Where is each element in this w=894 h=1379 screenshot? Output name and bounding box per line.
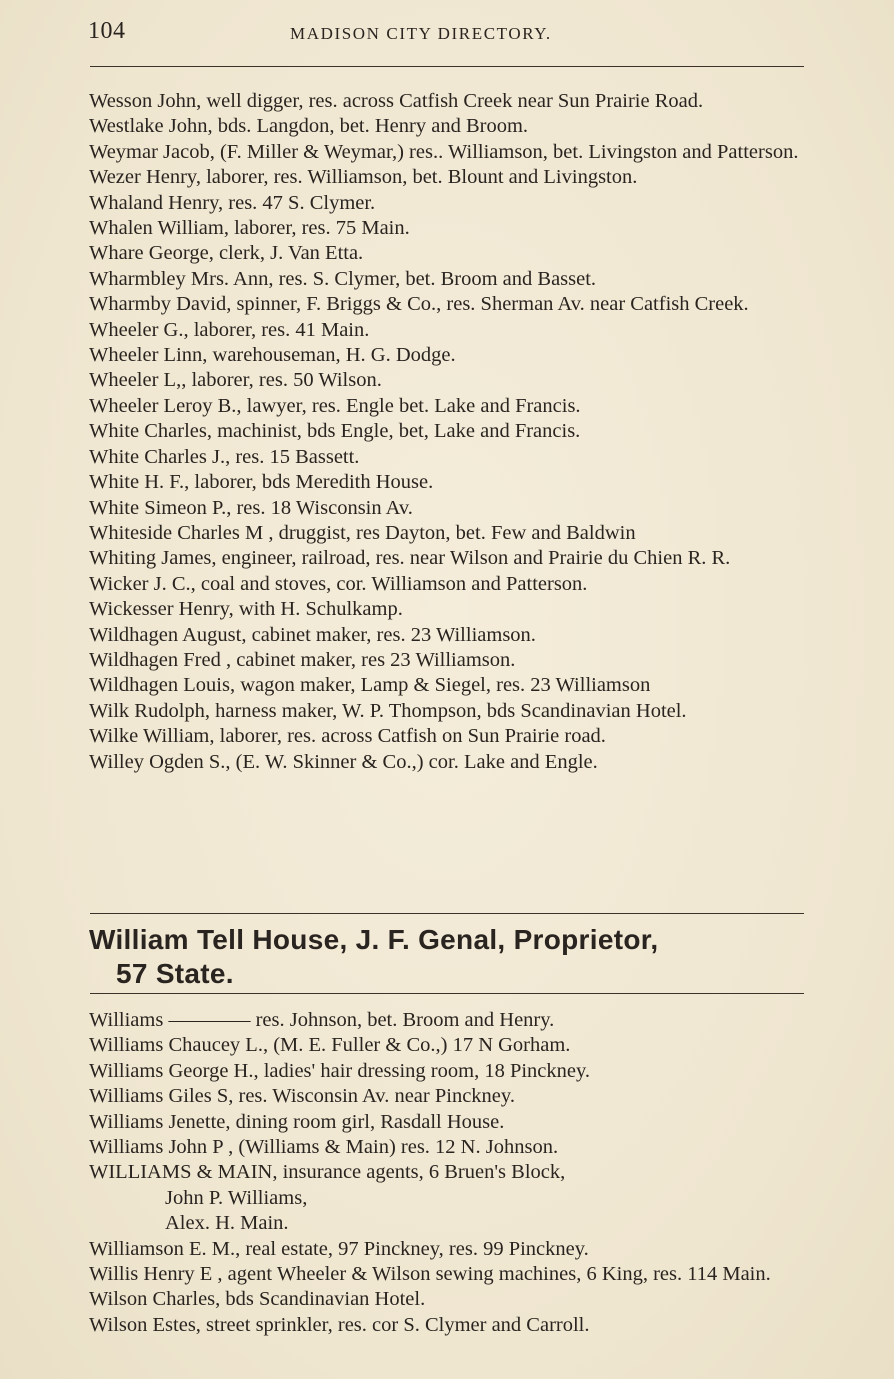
advertisement-line-2: 57 State. [116, 958, 234, 989]
page-number: 104 [88, 18, 126, 44]
directory-entry: Wezer Henry, laborer, res. Williamson, bet. Blount and Livingston. [89, 166, 638, 189]
advertisement-top-rule [90, 913, 804, 914]
directory-entry: Wheeler Leroy B., lawyer, res. Engle bet. Lake and Francis. [89, 394, 581, 417]
directory-entry: Wickesser Henry, with H. Schulkamp. [89, 598, 403, 621]
directory-entry: Wheeler G., laborer, res. 41 Main. [89, 318, 370, 341]
directory-entry: Wheeler L,, laborer, res. 50 Wilson. [89, 369, 382, 392]
directory-entry: Wicker J. C., coal and stoves, cor. Williamson and Patterson. [89, 572, 588, 595]
directory-entry: White Charles, machinist, bds Engle, bet, Lake and Francis. [89, 420, 581, 443]
directory-entry: Williams Giles S, res. Wisconsin Av. near Pinckney. [89, 1085, 515, 1108]
header-rule [90, 66, 804, 67]
directory-entry: Wharmby David, spinner, F. Briggs & Co., res. Sherman Av. near Catfish Creek. [89, 293, 749, 316]
directory-entries-after [89, 1008, 805, 1338]
directory-entry: Weymar Jacob, (F. Miller & Weymar,) res.. Williamson, bet. Livingston and Patterson. [89, 140, 799, 163]
partner-name: Alex. H. Main. [165, 1212, 289, 1235]
directory-entry: Wheeler Linn, warehouseman, H. G. Dodge. [89, 344, 456, 367]
directory-entry: WILLIAMS & MAIN, insurance agents, 6 Bruen's Block, [89, 1161, 566, 1184]
directory-entry: Williams George H., ladies' hair dressing room, 18 Pinckney. [89, 1059, 591, 1082]
directory-entry: Whaland Henry, res. 47 S. Clymer. [89, 191, 376, 214]
page-header [88, 18, 804, 52]
directory-entry: Willey Ogden S., (E. W. Skinner & Co.,) cor. Lake and Engle. [89, 750, 598, 773]
partner-name: John P. Williams, [165, 1186, 308, 1209]
directory-entry: Williams Chaucey L., (M. E. Fuller & Co.,) 17 N Gorham. [89, 1034, 571, 1057]
directory-entry: Wildhagen Fred , cabinet maker, res 23 Williamson. [89, 648, 516, 671]
directory-entry: Williams John P , (Williams & Main) res. 12 N. Johnson. [89, 1136, 559, 1159]
directory-entry: White Simeon P., res. 18 Wisconsin Av. [89, 496, 413, 519]
directory-entry: Williamson E. M., real estate, 97 Pinckney, res. 99 Pinckney. [89, 1237, 589, 1260]
directory-entry: Williams Jenette, dining room girl, Rasdall House. [89, 1110, 505, 1133]
directory-entry: Whare George, clerk, J. Van Etta. [89, 242, 364, 265]
directory-entries-before [89, 89, 805, 775]
running-title: MADISON CITY DIRECTORY. [290, 24, 552, 43]
advertisement-bottom-rule [90, 993, 804, 994]
directory-entry: Whiteside Charles M , druggist, res Dayton, bet. Few and Baldwin [89, 521, 636, 544]
directory-entry: Wilk Rudolph, harness maker, W. P. Thompson, bds Scandinavian Hotel. [89, 699, 687, 722]
directory-entry: Wildhagen August, cabinet maker, res. 23 Williamson. [89, 623, 536, 646]
directory-entry: Wilson Charles, bds Scandinavian Hotel. [89, 1288, 426, 1311]
directory-entry: Whalen William, laborer, res. 75 Main. [89, 217, 410, 240]
directory-entry: Westlake John, bds. Langdon, bet. Henry and Broom. [89, 115, 529, 138]
advertisement-line-1: William Tell House, J. F. Genal, Proprietor, [89, 924, 659, 955]
directory-entry: Willis Henry E , agent Wheeler & Wilson sewing machines, 6 King, res. 114 Main. [89, 1263, 771, 1286]
directory-entry: Wildhagen Louis, wagon maker, Lamp & Siegel, res. 23 Williamson [89, 674, 651, 697]
directory-entry: Williams ———— res. Johnson, bet. Broom and Henry. [89, 1009, 555, 1031]
directory-entry: White Charles J., res. 15 Bassett. [89, 445, 360, 468]
directory-entry: White H. F., laborer, bds Meredith House. [89, 471, 434, 494]
advertisement-william-tell-house [89, 923, 809, 991]
directory-entry: Wharmbley Mrs. Ann, res. S. Clymer, bet. Broom and Basset. [89, 267, 597, 290]
directory-entry: Wilson Estes, street sprinkler, res. cor S. Clymer and Carroll. [89, 1313, 590, 1336]
directory-entry: Whiting James, engineer, railroad, res. near Wilson and Prairie du Chien R. R. [89, 547, 731, 570]
directory-entry: Wilke William, laborer, res. across Catfish on Sun Prairie road. [89, 725, 606, 748]
directory-entry: Wesson John, well digger, res. across Catfish Creek near Sun Prairie Road. [89, 90, 704, 112]
